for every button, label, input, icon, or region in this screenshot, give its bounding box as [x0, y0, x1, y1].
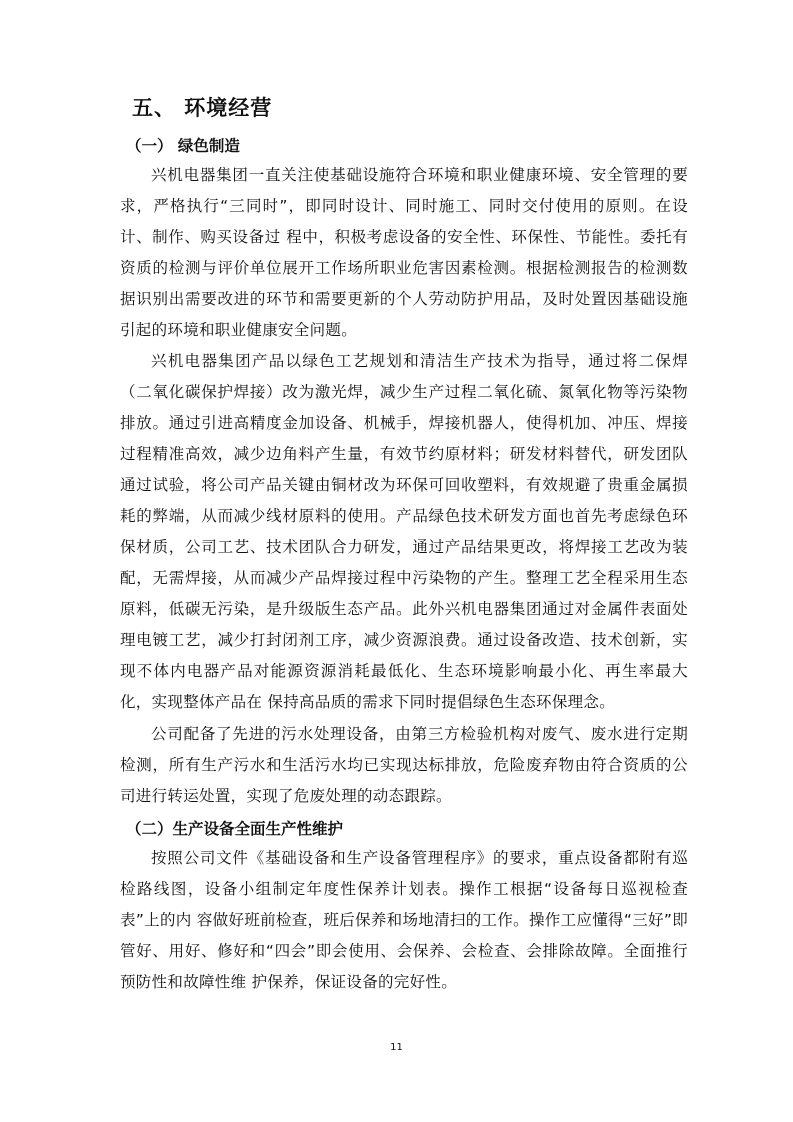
section-title: 五、 环境经营: [132, 96, 273, 120]
subsection-heading-green-manufacturing: （一） 绿色制造: [126, 137, 240, 155]
paragraph-infrastructure: 兴机电器集团一直关注使基础设施符合环境和职业健康环境、安全管理的要求，严格执行“三同时”，即同时设计、同时施工、同时交付使用的原则。在设计、制作、购买设备过 程中，积极考虑设备的安全性、环保性、节能性。委托有资质的检测与评价单位展开工作场所职业危害因素检测。根据检测报告的检测数据识别出需要改进的环节和需要更新的个人劳动防护用品，及时处置因基础设施引起的环境和职业健康安全问题。: [120, 166, 688, 339]
paragraph-equipment-maintenance: 按照公司文件《基础设备和生产设备管理程序》的要求，重点设备都附有巡检路线图，设备小组制定年度性保养计划表。操作工根据“设备每日巡视检查表”上的内 容做好班前检查，班后保养和场地清扫的工作。操作工应懂得“三好”即管好、用好、修好和“四会”即会使用、会保养、会检查、会排除故障。全面推行预防性和故障性维 护保养，保证设备的完好性。: [120, 849, 688, 991]
paragraph-wastewater: 公司配备了先进的污水处理设备，由第三方检验机构对废气、废水进行定期检测，所有生产污水和生活污水均已实现达标排放，危险废弃物由符合资质的公司进行转运处置，实现了危废处理的动态跟踪。: [120, 725, 688, 805]
page-number: 11: [390, 1042, 403, 1053]
subsection-heading-maintenance: （二）生产设备全面生产性维护: [126, 820, 344, 838]
paragraph-green-process: 兴机电器集团产品以绿色工艺规划和清洁生产技术为指导，通过将二保焊（二氧化碳保护焊接）改为激光焊，减少生产过程二氧化硫、氮氧化物等污染物排放。通过引进高精度金加设备、机械手，焊接机器人，使得机加、冲压、焊接过程精准高效，减少边角料产生量，有效节约原材料；研发材料替代，研发团队通过试验，将公司产品关键由铜材改为环保可回收塑料，有效规避了贵重金属损耗的弊端，从而减少线材原料的使用。产品绿色技术研发方面也首先考虑绿色环保材质，公司工艺、技术团队合力研发，通过产品结果更改，将焊接工艺改为装配，无需焊接，从而减少产品焊接过程中污染物的产生。整理工艺全程采用生态原料，低碳无污染，是升级版生态产品。此外兴机电器集团通过对金属件表面处理电镀工艺，减少打封闭剂工序，减少资源浪费。通过设备改造、技术创新，实现不体内电器产品对能源资源消耗最低化、生态环境影响最小化、再生率最大化，实现整体产品在 保持高品质的需求下同时提倡绿色生态环保理念。: [120, 352, 688, 711]
